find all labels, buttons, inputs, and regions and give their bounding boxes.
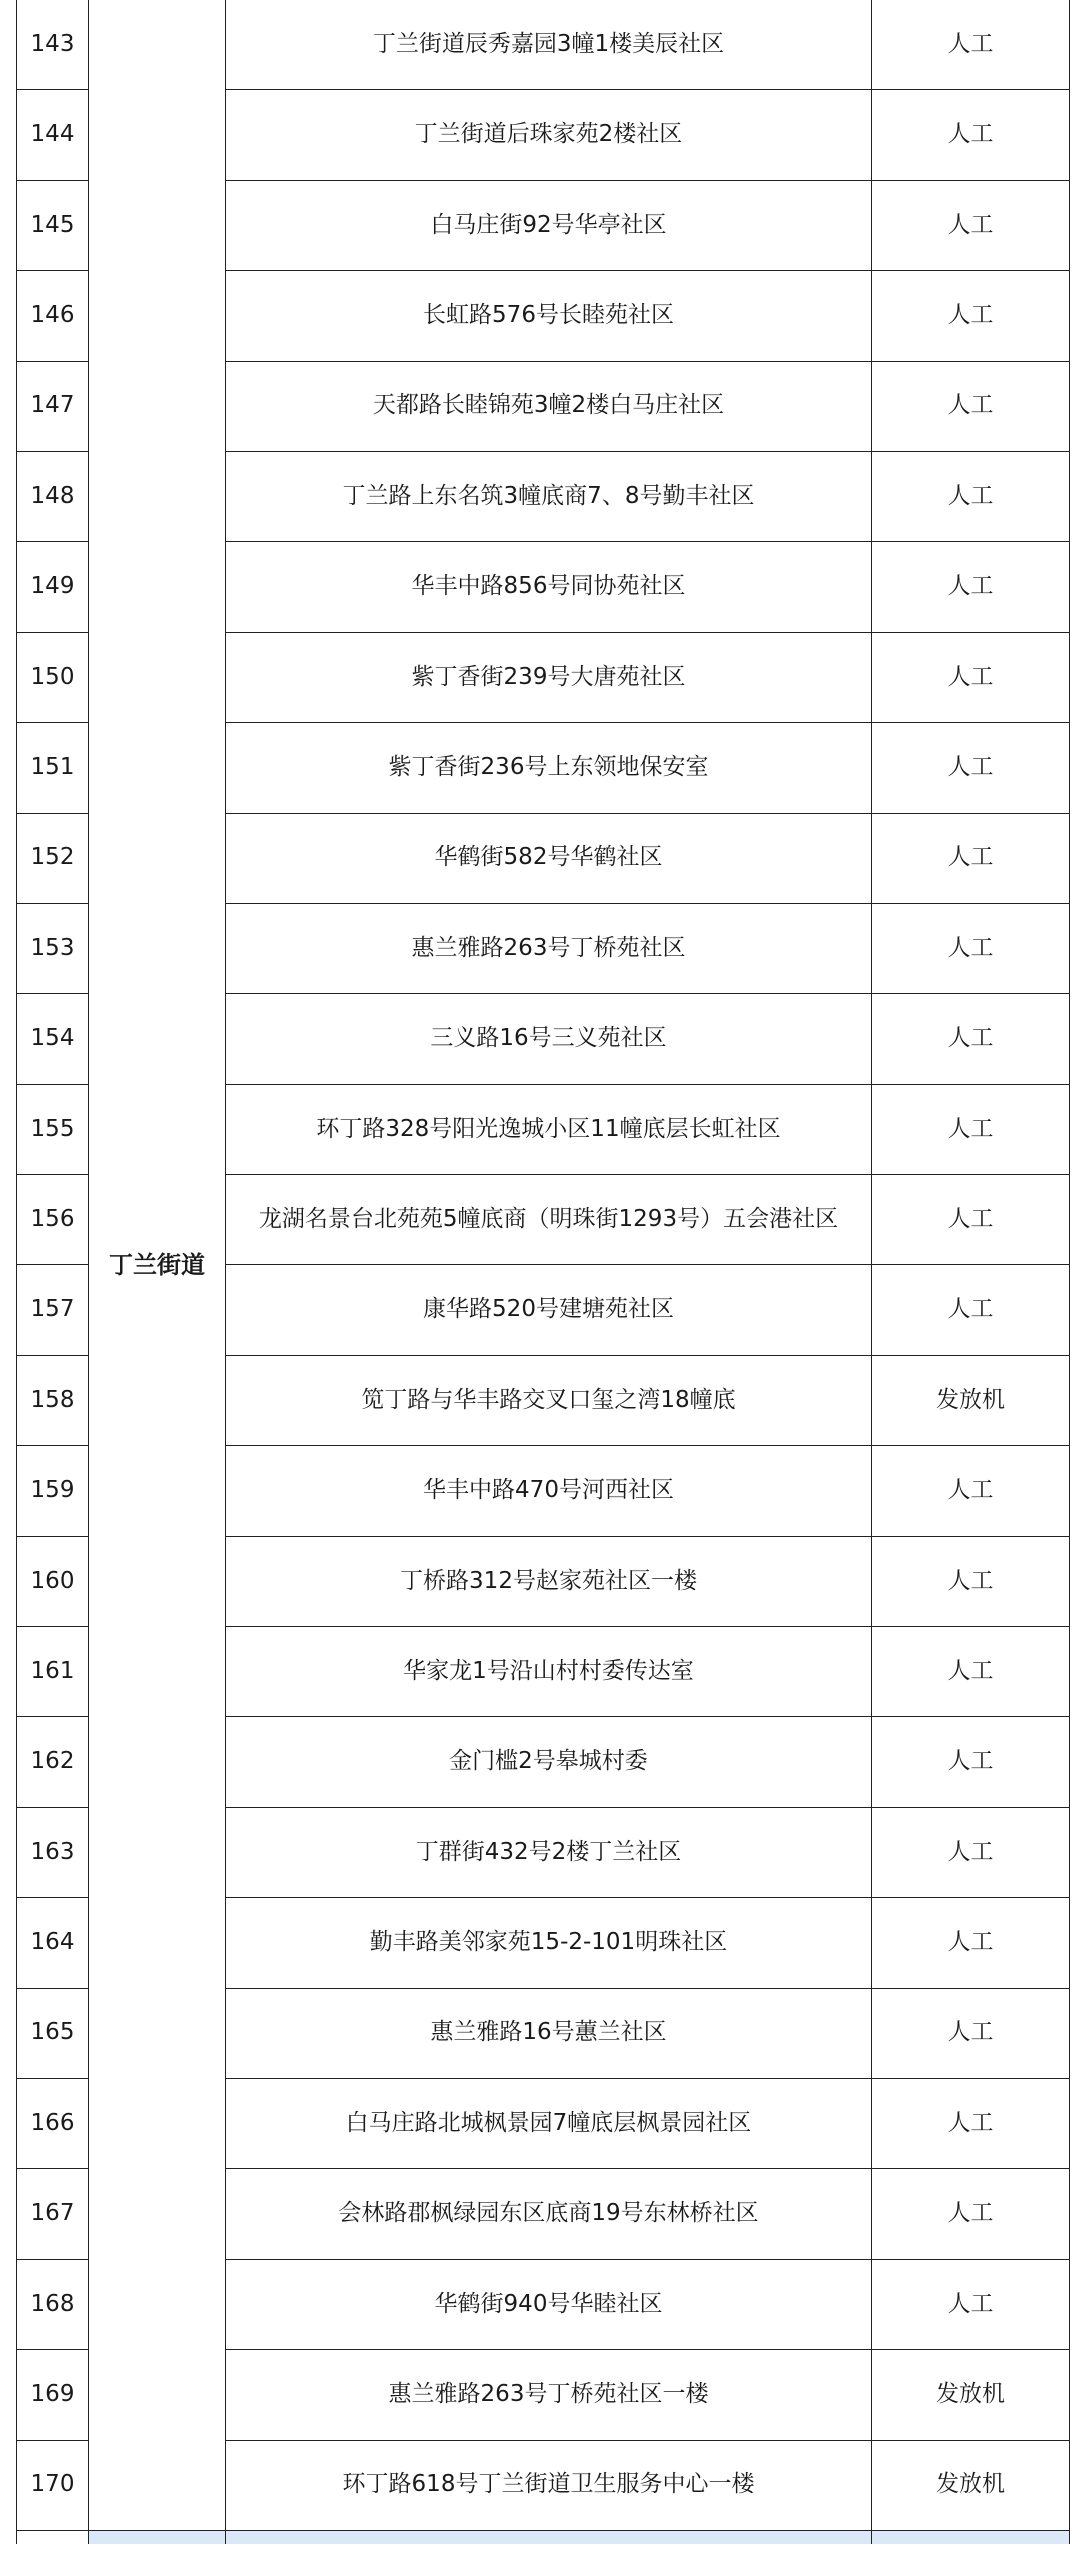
row-number: 147 <box>17 361 89 451</box>
address-cell: 丁群街432号2楼丁兰社区 <box>226 1807 872 1897</box>
street-name-cell: 丁兰街道 <box>89 0 226 2530</box>
method-cell: 人工 <box>872 1536 1070 1626</box>
method-cell: 人工 <box>872 180 1070 270</box>
row-number: 159 <box>17 1446 89 1536</box>
address-cell: 三义路16号三义苑社区 <box>226 994 872 1084</box>
row-number: 167 <box>17 2169 89 2259</box>
row-number: 166 <box>17 2078 89 2168</box>
address-cell: 会林路郡枫绿园东区底商19号东林桥社区 <box>226 2169 872 2259</box>
row-number: 156 <box>17 1175 89 1265</box>
distribution-points-table <box>16 0 1070 2544</box>
address-cell: 白马庄街92号华亭社区 <box>226 180 872 270</box>
row-number: 157 <box>17 1265 89 1355</box>
address-cell: 丁兰街道后珠家苑2楼社区 <box>226 90 872 180</box>
row-number: 148 <box>17 451 89 541</box>
next-row-number-cell <box>17 2530 89 2544</box>
row-number: 152 <box>17 813 89 903</box>
row-number: 163 <box>17 1807 89 1897</box>
table-row <box>17 0 1070 90</box>
address-cell: 华鹤街582号华鹤社区 <box>226 813 872 903</box>
method-cell: 人工 <box>872 723 1070 813</box>
address-cell: 环丁路328号阳光逸城小区11幢底层长虹社区 <box>226 1084 872 1174</box>
row-number: 145 <box>17 180 89 270</box>
next-row-street-cell <box>89 2530 226 2544</box>
next-row-partial <box>17 2530 1070 2544</box>
address-cell: 丁兰街道辰秀嘉园3幢1楼美辰社区 <box>226 0 872 90</box>
address-cell: 惠兰雅路263号丁桥苑社区一楼 <box>226 2350 872 2440</box>
next-row-address-cell <box>226 2530 872 2544</box>
row-number: 150 <box>17 632 89 722</box>
method-cell: 人工 <box>872 632 1070 722</box>
address-cell: 笕丁路与华丰路交叉口玺之湾18幢底 <box>226 1355 872 1445</box>
method-cell: 人工 <box>872 1988 1070 2078</box>
address-cell: 丁兰路上东名筑3幢底商7、8号勤丰社区 <box>226 451 872 541</box>
method-cell: 人工 <box>872 2169 1070 2259</box>
method-cell: 人工 <box>872 1717 1070 1807</box>
row-number: 162 <box>17 1717 89 1807</box>
address-cell: 紫丁香街236号上东领地保安室 <box>226 723 872 813</box>
method-cell: 人工 <box>872 1446 1070 1536</box>
address-cell: 惠兰雅路16号蕙兰社区 <box>226 1988 872 2078</box>
row-number: 164 <box>17 1898 89 1988</box>
address-cell: 金门槛2号皋城村委 <box>226 1717 872 1807</box>
address-cell: 龙湖名景台北苑苑5幢底商（明珠街1293号）五会港社区 <box>226 1175 872 1265</box>
method-cell: 人工 <box>872 90 1070 180</box>
method-cell: 人工 <box>872 0 1070 90</box>
address-cell: 环丁路618号丁兰街道卫生服务中心一楼 <box>226 2440 872 2530</box>
method-cell: 人工 <box>872 1084 1070 1174</box>
row-number: 149 <box>17 542 89 632</box>
address-cell: 勤丰路美邻家苑15-2-101明珠社区 <box>226 1898 872 1988</box>
row-number: 155 <box>17 1084 89 1174</box>
method-cell: 人工 <box>872 903 1070 993</box>
method-cell: 人工 <box>872 813 1070 903</box>
method-cell: 人工 <box>872 1175 1070 1265</box>
row-number: 144 <box>17 90 89 180</box>
table-body <box>17 0 1070 2544</box>
method-cell: 人工 <box>872 2259 1070 2349</box>
method-cell: 人工 <box>872 1807 1070 1897</box>
row-number: 160 <box>17 1536 89 1626</box>
method-cell: 人工 <box>872 2078 1070 2168</box>
method-cell: 发放机 <box>872 2440 1070 2530</box>
method-cell: 发放机 <box>872 2350 1070 2440</box>
address-cell: 华鹤街940号华睦社区 <box>226 2259 872 2349</box>
address-cell: 长虹路576号长睦苑社区 <box>226 271 872 361</box>
row-number: 143 <box>17 0 89 90</box>
method-cell: 人工 <box>872 451 1070 541</box>
method-cell: 人工 <box>872 994 1070 1084</box>
row-number: 170 <box>17 2440 89 2530</box>
method-cell: 人工 <box>872 1627 1070 1717</box>
address-cell: 华家龙1号沿山村村委传达室 <box>226 1627 872 1717</box>
row-number: 154 <box>17 994 89 1084</box>
row-number: 158 <box>17 1355 89 1445</box>
address-cell: 康华路520号建塘苑社区 <box>226 1265 872 1355</box>
row-number: 153 <box>17 903 89 993</box>
row-number: 151 <box>17 723 89 813</box>
address-cell: 天都路长睦锦苑3幢2楼白马庄社区 <box>226 361 872 451</box>
method-cell: 发放机 <box>872 1355 1070 1445</box>
address-cell: 白马庄路北城枫景园7幢底层枫景园社区 <box>226 2078 872 2168</box>
method-cell: 人工 <box>872 1265 1070 1355</box>
address-cell: 华丰中路470号河西社区 <box>226 1446 872 1536</box>
row-number: 161 <box>17 1627 89 1717</box>
row-number: 146 <box>17 271 89 361</box>
method-cell: 人工 <box>872 542 1070 632</box>
row-number: 169 <box>17 2350 89 2440</box>
address-cell: 紫丁香街239号大唐苑社区 <box>226 632 872 722</box>
method-cell: 人工 <box>872 271 1070 361</box>
row-number: 168 <box>17 2259 89 2349</box>
row-number: 165 <box>17 1988 89 2078</box>
method-cell: 人工 <box>872 1898 1070 1988</box>
address-cell: 惠兰雅路263号丁桥苑社区 <box>226 903 872 993</box>
next-row-method-cell <box>872 2530 1070 2544</box>
address-cell: 丁桥路312号赵家苑社区一楼 <box>226 1536 872 1626</box>
method-cell: 人工 <box>872 361 1070 451</box>
address-cell: 华丰中路856号同协苑社区 <box>226 542 872 632</box>
distribution-points-table-wrap <box>16 0 1069 2544</box>
